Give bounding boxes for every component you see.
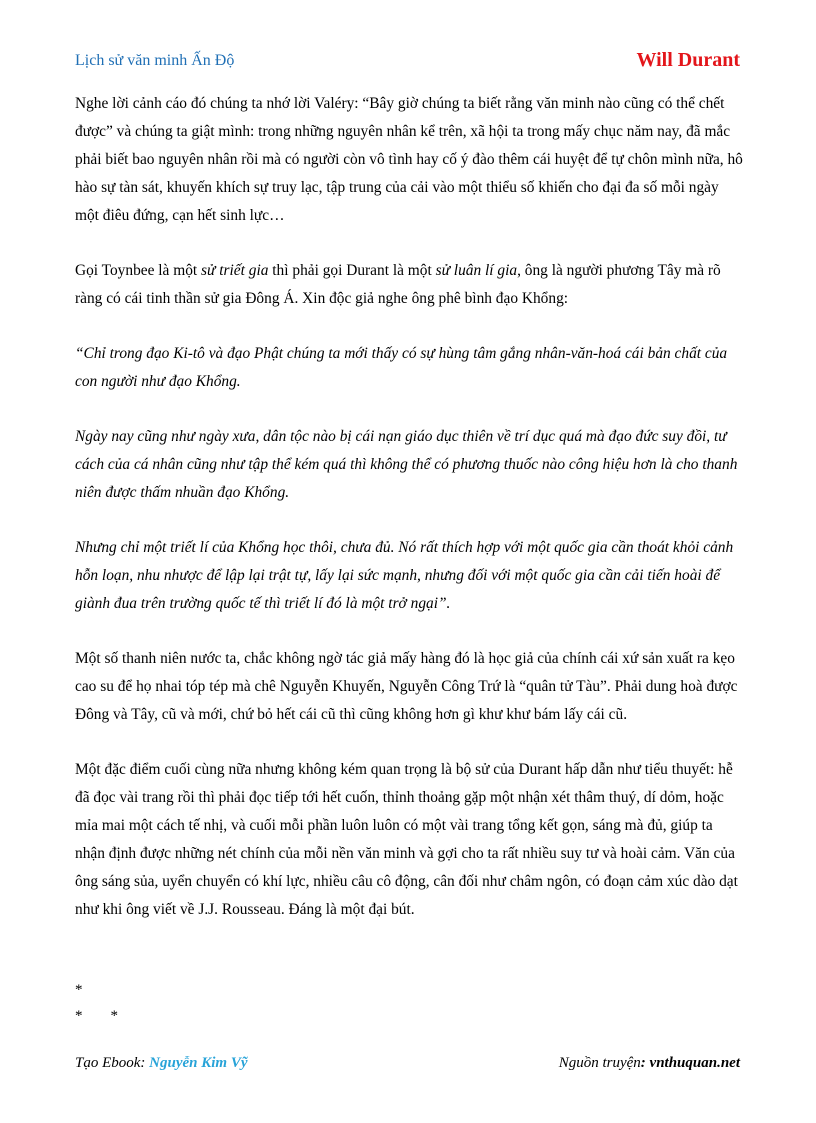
source-site-link[interactable]: vnthuquan.net: [649, 1055, 740, 1071]
page-body: [75, 90, 745, 951]
paragraph-1: Nghe lời cảnh cáo đó chúng ta nhớ lời Valéry: “Bây giờ chúng ta biết rằng văn minh nào cũng có thể chết được” và chúng ta giật mình: trong những nguyên nhân kể trên, xã hội ta trong mấy chục năm nay, đã mắc phải biết bao nguyên nhân rồi mà có người còn vô tình hay cố ý đào thêm cái huyệt để tự chôn mình nữa, hô hào sự tàn sát, khuyến khích sự truy lạc, tập trung của cải vào một thiểu số khiến cho đại đa số mỗi ngày một điêu đứng, cạn hết sinh lực…: [75, 95, 743, 224]
header-author: Will Durant: [636, 49, 740, 71]
header-book-title: Lịch sử văn minh Ấn Độ: [75, 52, 235, 69]
paragraph-3: Một số thanh niên nước ta, chắc không ngờ tác giả mấy hàng đó là học giả của chính cái xứ sản xuất ra kẹo cao su để họ nhai tóp tép mà chê Nguyễn Khuyến, Nguyễn Công Trứ là “quân tử Tàu”. Phải dung hoà được Đông và Tây, cũ và mới, chứ bỏ hết cái cũ thì cũng không hơn gì khư khư bám lấy cái cũ.: [75, 650, 738, 723]
paragraph-2: Gọi Toynbee là một sử triết gia thì phải gọi Durant là một sử luân lí gia, ông là người phương Tây mà rõ ràng có cái tinh thần sử gia Đông Á. Xin độc giả nghe ông phê bình đạo Khổng:: [75, 262, 721, 307]
separator-star: *: [75, 982, 83, 998]
section-separator: [75, 977, 118, 1029]
footer-source-credit: Nguồn truyện: vnthuquan.net: [558, 1055, 740, 1071]
quote-paragraph-3: Nhưng chỉ một triết lí của Khổng học thôi, chưa đủ. Nó rất thích hợp với một quốc gia cần thoát khỏi cảnh hỗn loạn, nhu nhược để lập lại trật tự, lấy lại sức mạnh, nhưng đối với một quốc gia cần cải tiến hoài để giành đua trên trường quốc tế thì triết lí đó là một trở ngại”.: [75, 539, 734, 612]
quote-paragraph-2: Ngày nay cũng như ngày xưa, dân tộc nào bị cái nạn giáo dục thiên về trí dục quá mà đạo đức suy đồi, tư cách của cá nhân cũng như tập thể kém quá thì không thể có phương thuốc nào công hiệu hơn là cho thanh niên được thấm nhuần đạo Khổng.: [75, 428, 738, 501]
paragraph-4: Một đặc điểm cuối cùng nữa nhưng không kém quan trọng là bộ sử của Durant hấp dẫn như tiểu thuyết: hễ đã đọc vài trang rồi thì phải đọc tiếp tới hết cuốn, thỉnh thoảng gặp một nhận xét thâm thuý, dí dỏm, hoặc mỉa mai một cách tế nhị, và cuối mỗi phần luôn luôn có một vài trang tổng kết gọn, sáng mà đủ, giúp ta nhận định được những nét chính của mỗi nền văn minh và gợi cho ta rất nhiều suy tư và hoài cảm. Văn của ông sáng sủa, uyển chuyển có khí lực, nhiều câu cô động, cân đối như châm ngôn, có đoạn cảm xúc dào dạt như khi ông viết về J.J. Rousseau. Đáng là một đại bút.: [75, 761, 738, 918]
ebook-creator-link[interactable]: Nguyễn Kim Vỹ: [149, 1055, 248, 1071]
separator-star: *: [110, 1008, 118, 1024]
footer-ebook-credit: Tạo Ebook: Nguyễn Kim Vỹ: [75, 1055, 248, 1071]
quote-paragraph-1: “Chỉ trong đạo Ki-tô và đạo Phật chúng ta mới thấy có sự hùng tâm gắng nhân-văn-hoá cái bản chất của con người như đạo Khổng.: [75, 345, 728, 390]
separator-star: *: [75, 1008, 83, 1024]
